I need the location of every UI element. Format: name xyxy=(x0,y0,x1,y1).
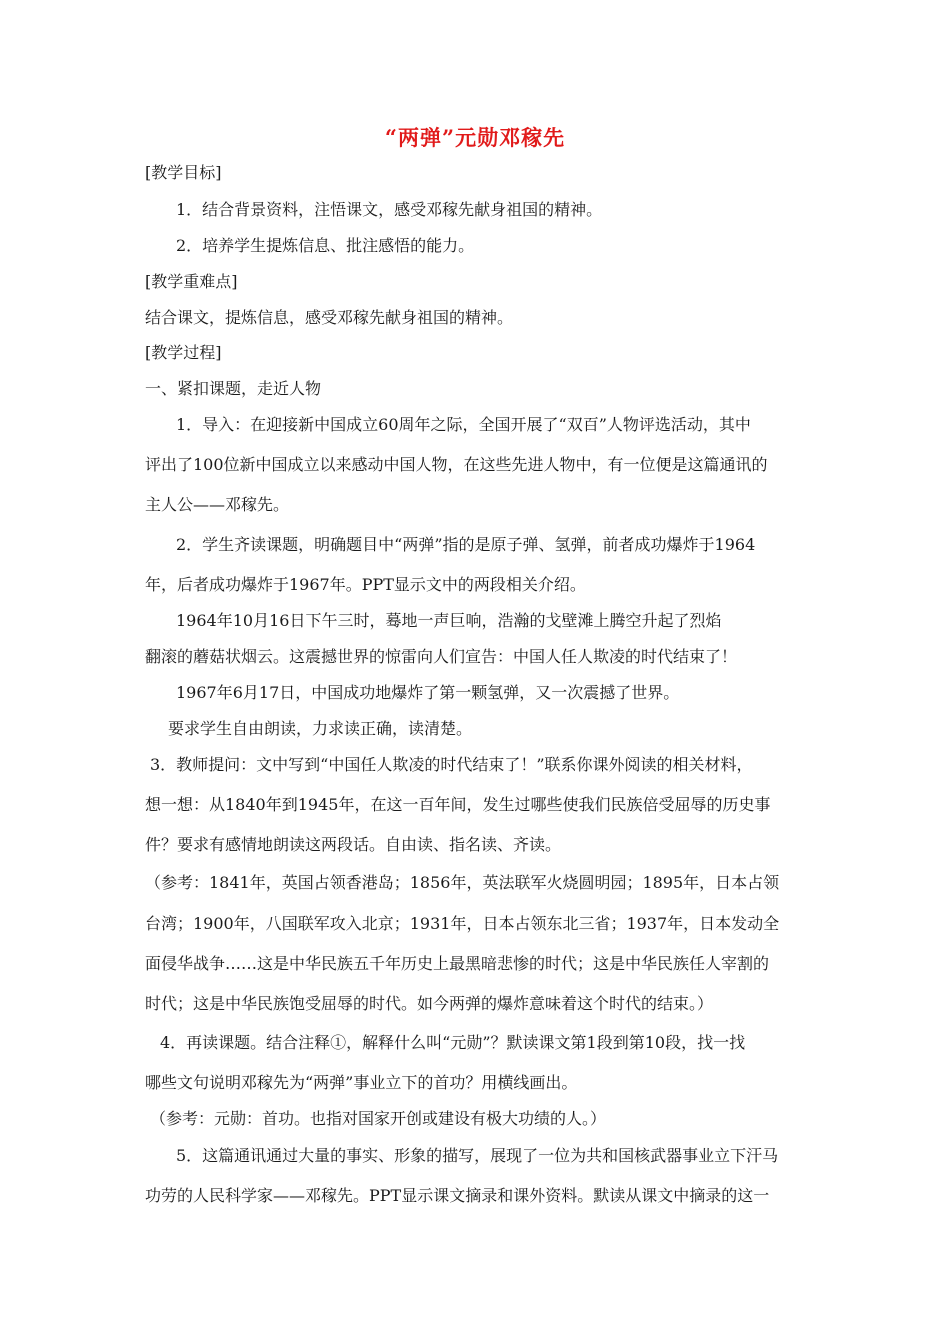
reference-line: （参考：1841年，英国占领香港岛；1856年，英法联军火烧圆明园；1895年，日本占领 xyxy=(145,873,780,892)
section-heading-goals: [教学目标] xyxy=(145,163,222,182)
reference-line: 台湾；1900年，八国联军攻入北京；1931年，日本占领东北三省；1937年，日本发动全 xyxy=(145,914,780,933)
paragraph-line: 4．再读课题。结合注释①，解释什么叫“元勋”？默读课文第1段到第10段，找一找 xyxy=(160,1033,746,1052)
paragraph-line: 1．导入：在迎接新中国成立60周年之际，全国开展了“双百”人物评选活动，其中 xyxy=(176,415,751,434)
quote-line: 1967年6月17日，中国成功地爆炸了第一颗氢弹，又一次震撼了世界。 xyxy=(176,683,680,702)
reference-line: 时代；这是中华民族饱受屈辱的时代。如今两弹的爆炸意味着这个时代的结束。） xyxy=(145,994,714,1013)
paragraph-line: 5．这篇通讯通过大量的事实、形象的描写，展现了一位为共和国核武器事业立下汗马 xyxy=(176,1146,779,1165)
paragraph-line: 1．结合背景资料，注悟课文，感受邓稼先献身祖国的精神。 xyxy=(176,200,603,219)
paragraph-line: 3．教师提问：文中写到“中国任人欺凌的时代结束了！”联系你课外阅读的相关材料， xyxy=(150,755,753,774)
paragraph-line: 功劳的人民科学家——邓稼先。PPT显示课文摘录和课外资料。默读从课文中摘录的这一 xyxy=(145,1186,770,1205)
section-heading-process: [教学过程] xyxy=(145,343,222,362)
subsection-heading: 一、紧扣课题，走近人物 xyxy=(145,379,322,398)
reference-line: 面侵华战争……这是中华民族五千年历史上最黑暗悲惨的时代；这是中华民族任人宰割的 xyxy=(145,954,770,973)
paragraph-line: 想一想：从1840年到1945年，在这一百年间，发生过哪些使我们民族倍受屈辱的历史事 xyxy=(145,795,771,814)
section-heading-keypoints: [教学重难点] xyxy=(145,272,238,291)
paragraph-line: 2．学生齐读课题，明确题目中“两弹”指的是原子弹、氢弹，前者成功爆炸于1964 xyxy=(176,535,756,554)
reference-line: （参考：元勋：首功。也指对国家开创或建设有极大功绩的人。） xyxy=(150,1109,607,1128)
paragraph-line: 哪些文句说明邓稼先为“两弹”事业立下的首功？用横线画出。 xyxy=(145,1073,578,1092)
paragraph-line: 评出了100位新中国成立以来感动中国人物，在这些先进人物中，有一位便是这篇通讯的 xyxy=(145,455,768,474)
paragraph-line: 件？要求有感情地朗读这两段话。自由读、指名读、齐读。 xyxy=(145,835,562,854)
paragraph-line: 2．培养学生提炼信息、批注感悟的能力。 xyxy=(176,236,475,255)
quote-line: 翻滚的蘑菇状烟云。这震撼世界的惊雷向人们宣告：中国人任人欺凌的时代结束了！ xyxy=(145,647,738,666)
paragraph-line: 主人公——邓稼先。 xyxy=(145,495,290,514)
paragraph-line: 年，后者成功爆炸于1967年。PPT显示文中的两段相关介绍。 xyxy=(145,575,586,594)
paragraph-line: 要求学生自由朗读，力求读正确，读清楚。 xyxy=(168,719,473,738)
document-title: “两弹”元勋邓稼先 xyxy=(384,125,566,150)
quote-line: 1964年10月16日下午三时，蓦地一声巨响，浩瀚的戈壁滩上腾空升起了烈焰 xyxy=(176,611,722,630)
paragraph-line: 结合课文，提炼信息，感受邓稼先献身祖国的精神。 xyxy=(145,308,514,327)
